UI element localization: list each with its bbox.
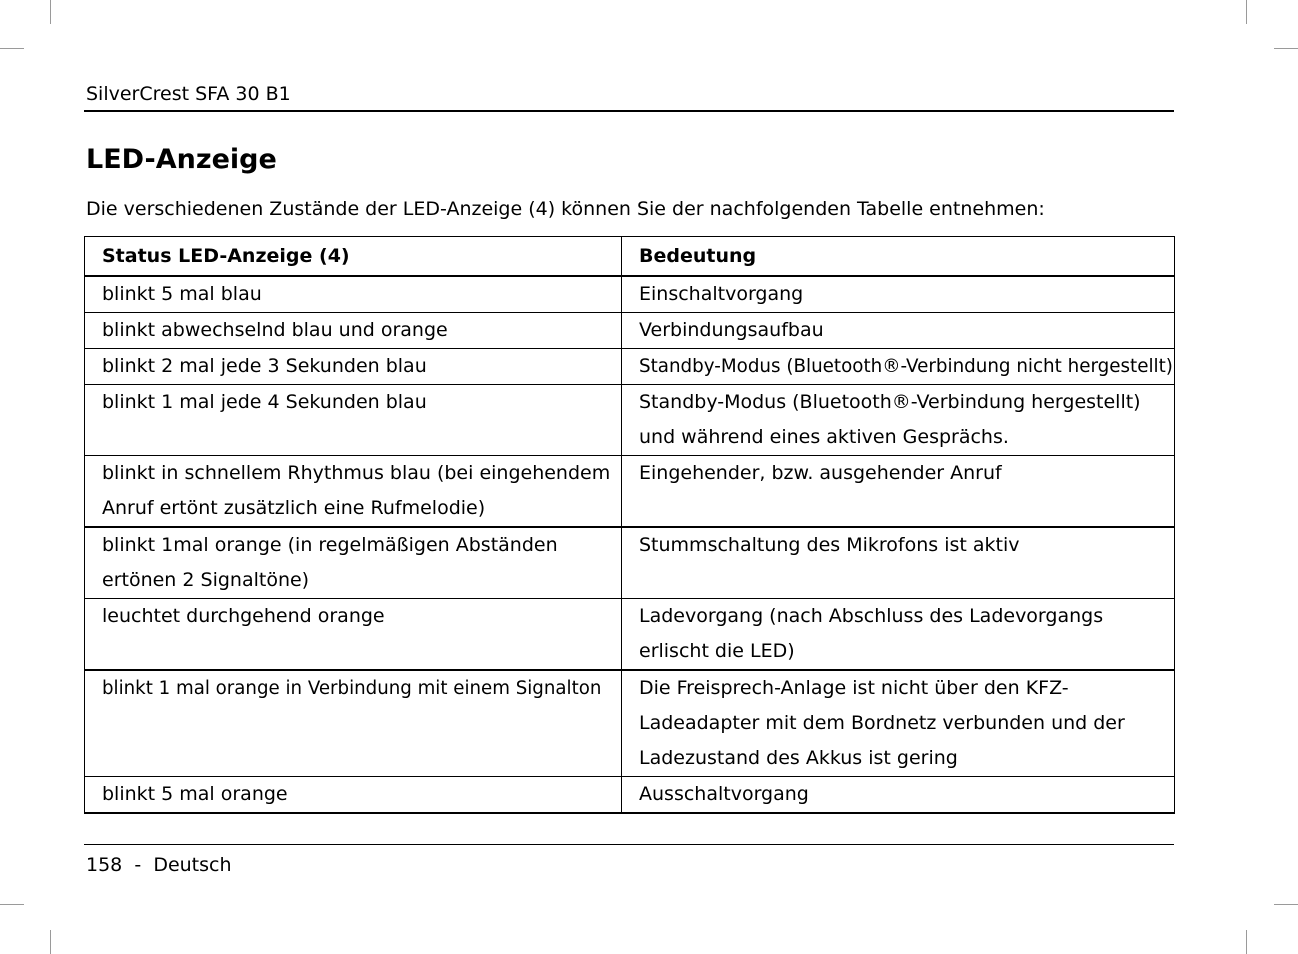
status-cell: blinkt abwechselnd blau und orange [85,313,622,349]
crop-mark [1246,0,1247,24]
status-cell: blinkt in schnellem Rhythmus blau (bei eingehendem Anruf ertönt zusätzlich eine Rufmelodie) [85,456,622,528]
table-row [85,456,1175,528]
section-title: LED-Anzeige [86,144,277,175]
status-cell: blinkt 1mal orange (in regelmäßigen Abständen ertönen 2 Signaltöne) [85,527,622,599]
table-row [85,527,1175,599]
footer-separator: - [134,854,142,876]
led-status-table [84,236,1175,814]
intro-paragraph: Die verschiedenen Zustände der LED-Anzeige (4) können Sie der nachfolgenden Tabelle entnehmen: [86,198,1045,220]
status-cell: leuchtet durchgehend orange [85,599,622,671]
crop-mark [1274,904,1298,905]
footer-language: Deutsch [153,854,232,876]
header-rule [84,110,1174,112]
crop-mark [0,48,24,49]
crop-mark [50,930,51,954]
table-header-row [85,237,1175,277]
crop-mark [50,0,51,24]
meaning-cell: Einschaltvorgang [622,276,1175,313]
status-cell: blinkt 1 mal orange in Verbindung mit einem Signalton [85,670,622,777]
status-cell: blinkt 2 mal jede 3 Sekunden blau [85,349,622,385]
status-cell: blinkt 5 mal orange [85,777,622,814]
meaning-cell: Eingehender, bzw. ausgehender Anruf [622,456,1175,528]
meaning-cell: Standby-Modus (Bluetooth®-Verbindung nicht hergestellt) [622,349,1175,385]
table-row [85,670,1175,777]
table-row [85,349,1175,385]
table-row [85,777,1175,814]
meaning-cell: Ausschaltvorgang [622,777,1175,814]
meaning-cell: Ladevorgang (nach Abschluss des Ladevorgangs erlischt die LED) [622,599,1175,671]
column-header-status: Status LED-Anzeige (4) [85,237,622,277]
crop-mark [1274,48,1298,49]
crop-mark [0,904,24,905]
status-cell: blinkt 1 mal jede 4 Sekunden blau [85,385,622,456]
meaning-cell: Standby-Modus (Bluetooth®-Verbindung hergestellt) und während eines aktiven Gesprächs. [622,385,1175,456]
table-row [85,385,1175,456]
page-footer [86,853,232,877]
table-row [85,599,1175,671]
crop-mark [1246,930,1247,954]
meaning-cell: Die Freisprech-Anlage ist nicht über den KFZ-Ladeadapter mit dem Bordnetz verbunden und der Ladezustand des Akkus ist gering [622,670,1175,777]
footer-rule [84,844,1174,845]
status-cell: blinkt 5 mal blau [85,276,622,313]
meaning-cell: Stummschaltung des Mikrofons ist aktiv [622,527,1175,599]
table-row [85,276,1175,313]
meaning-cell: Verbindungsaufbau [622,313,1175,349]
column-header-meaning: Bedeutung [622,237,1175,277]
page-number: 158 [86,854,123,876]
table-row [85,313,1175,349]
running-header: SilverCrest SFA 30 B1 [86,83,291,105]
